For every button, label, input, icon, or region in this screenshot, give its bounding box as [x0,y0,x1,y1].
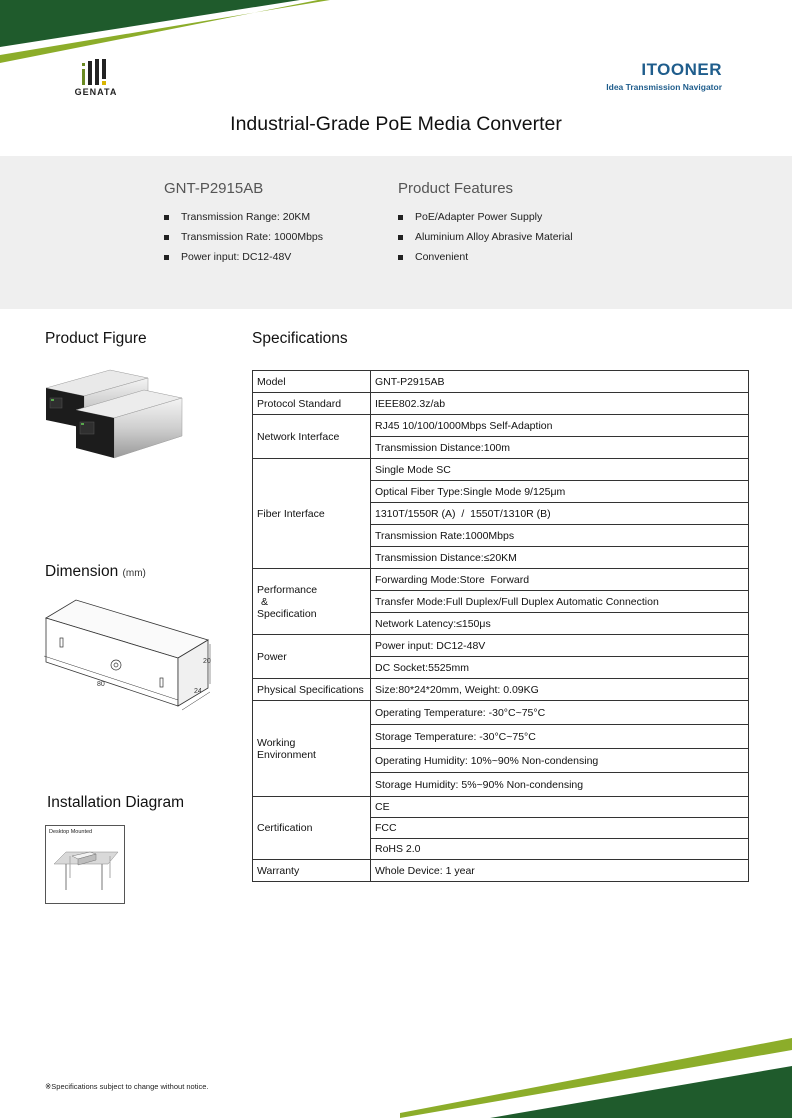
desktop-table-icon [46,826,124,903]
spec-value: Single Mode SC [371,459,749,481]
spec-label: Network Interface [253,415,371,459]
spec-value: Transmission Distance:≤20KM [371,547,749,569]
table-row [253,459,749,481]
list-item: Aluminium Alloy Abrasive Material [398,227,573,247]
spec-value: Storage Temperature: -30°C~75°C [371,725,749,749]
table-row [253,860,749,882]
table-row [253,569,749,591]
spec-label-environment [253,701,371,797]
product-figure-image [40,368,190,463]
spec-value: GNT-P2915AB [371,371,749,393]
list-item: Power input: DC12-48V [164,247,323,267]
spec-label-line: Specification [257,607,317,620]
document-title: Industrial-Grade PoE Media Converter [230,113,562,135]
spec-value: Storage Humidity: 5%~90% Non-condensing [371,773,749,797]
itooner-logo [582,60,722,92]
spec-value: Transmission Distance:100m [371,437,749,459]
installation-diagram [45,825,125,904]
table-row [253,635,749,657]
dimension-heading-text: Dimension [45,563,119,580]
spec-value: Forwarding Mode:Store Forward [371,569,749,591]
product-figure-heading: Product Figure [45,330,147,347]
genata-logo [66,57,126,101]
genata-bars-icon [66,57,126,87]
features-heading: Product Features [398,180,514,197]
list-item: PoE/Adapter Power Supply [398,207,573,227]
spec-label: Physical Specifications [253,679,371,701]
spec-value: Operating Temperature: -30°C~75°C [371,701,749,725]
spec-label: Certification [253,797,371,860]
spec-value: Size:80*24*20mm, Weight: 0.09KG [371,679,749,701]
spec-label-line: Working [257,736,296,749]
model-bullet-list [164,207,323,267]
installation-heading: Installation Diagram [47,794,184,811]
spec-value: IEEE802.3z/ab [371,393,749,415]
summary-band [0,156,792,309]
top-left-corner-stripes [0,0,330,70]
spec-label: Protocol Standard [253,393,371,415]
footer-note: ※Specifications subject to change without notice. [45,1082,209,1091]
spec-label: Warranty [253,860,371,882]
table-row [253,415,749,437]
genata-wordmark: GENATA [74,87,118,97]
spec-value: FCC [371,818,749,839]
table-row [253,797,749,818]
spec-value: RoHS 2.0 [371,839,749,860]
specifications-heading: Specifications [252,330,348,347]
bottom-right-corner-stripes [400,1038,792,1118]
table-row [253,393,749,415]
table-row [253,371,749,393]
list-item: Transmission Rate: 1000Mbps [164,227,323,247]
spec-value: DC Socket:5525mm [371,657,749,679]
spec-value: Optical Fiber Type:Single Mode 9/125μm [371,481,749,503]
spec-label: Model [253,371,371,393]
dimension-unit: (mm) [122,568,146,579]
spec-label-line: & [261,595,269,608]
dimension-drawing [38,596,218,721]
model-heading: GNT-P2915AB [164,180,264,197]
spec-label: Fiber Interface [253,459,371,569]
table-row [253,701,749,725]
list-item: Convenient [398,247,573,267]
itooner-tagline: Idea Transmission Navigator [606,82,722,92]
specifications-table [252,370,749,882]
features-bullet-list [398,207,573,267]
spec-value: Transmission Rate:1000Mbps [371,525,749,547]
spec-value: Power input: DC12-48V [371,635,749,657]
spec-label-line: Environment [257,748,316,761]
spec-value: Whole Device: 1 year [371,860,749,882]
spec-value: 1310T/1550R (A) / 1550T/1310R (B) [371,503,749,525]
spec-label-performance [253,569,371,635]
spec-value: Network Latency:≤150μs [371,613,749,635]
spec-label: Power [253,635,371,679]
spec-label-line: Performance [257,583,318,596]
spec-value: Transfer Mode:Full Duplex/Full Duplex Automatic Connection [371,591,749,613]
dimension-height-label: 20 [203,658,211,665]
list-item: Transmission Range: 20KM [164,207,323,227]
dimension-width-label: 24 [194,688,202,695]
spec-value: RJ45 10/100/1000Mbps Self-Adaption [371,415,749,437]
table-row [253,679,749,701]
itooner-wordmark: ITOONER [641,60,722,79]
dimension-heading [45,563,146,581]
installation-caption: Desktop Mounted [49,829,93,835]
spec-value: Operating Humidity: 10%~90% Non-condensing [371,749,749,773]
dimension-length-label: 80 [97,681,105,688]
spec-value: CE [371,797,749,818]
